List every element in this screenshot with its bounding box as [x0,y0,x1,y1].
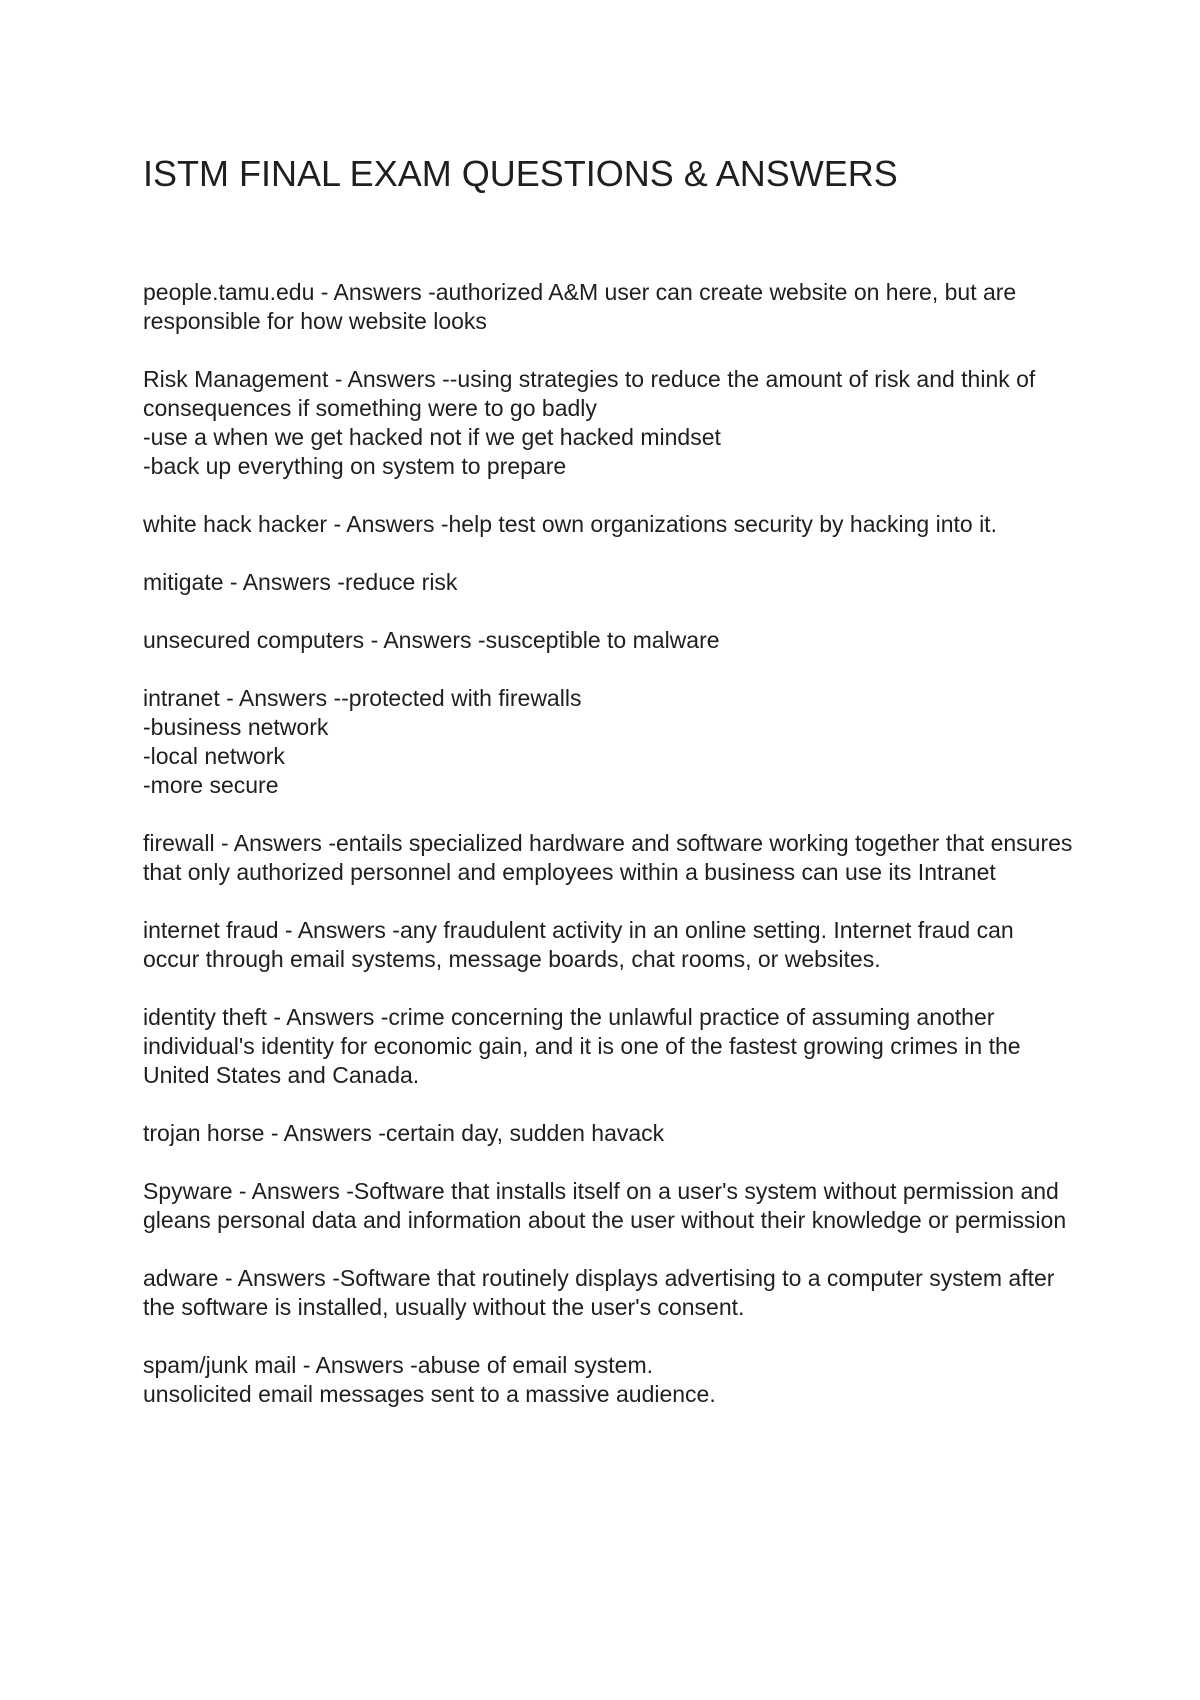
qa-entry-line: spam/junk mail - Answers -abuse of email system. [143,1352,654,1378]
qa-entry-line: Risk Management - Answers --using strategies to reduce the amount of risk and think of consequences if something were to go badly [143,366,1036,421]
qa-entry [143,365,1073,481]
qa-entry [143,1264,1073,1322]
qa-entry-line: mitigate - Answers -reduce risk [143,569,458,595]
qa-entry-line: -business network [143,714,329,740]
qa-entry [143,626,1073,655]
qa-entry [143,684,1073,800]
qa-entry [143,829,1073,887]
qa-entry-line: unsecured computers - Answers -susceptible to malware [143,627,720,653]
qa-entry [143,1177,1073,1235]
qa-entry [143,568,1073,597]
qa-entry [143,1003,1073,1090]
qa-entry-line: white hack hacker - Answers -help test own organizations security by hacking into it. [143,511,997,537]
qa-entry [143,1119,1073,1148]
qa-entry [143,1351,1073,1409]
qa-entry [143,916,1073,974]
qa-entry-line: firewall - Answers -entails specialized hardware and software working together that ensures that only authorized personnel and employees within a business can use its Intranet [143,830,1073,885]
qa-entry-line: Spyware - Answers -Software that installs itself on a user's system without permission and gleans personal data and information about the user without their knowledge or permission [143,1178,1067,1233]
qa-entry-line: -local network [143,743,285,769]
qa-entry-line: -more secure [143,772,279,798]
qa-entry-line: trojan horse - Answers -certain day, sudden havack [143,1120,665,1146]
qa-entry-line: internet fraud - Answers -any fraudulent activity in an online setting. Internet fraud can occur through email systems, message boards, chat rooms, or websites. [143,917,1014,972]
qa-entry-line: -use a when we get hacked not if we get hacked mindset [143,424,721,450]
qa-entry-line: identity theft - Answers -crime concerning the unlawful practice of assuming another individual's identity for economic gain, and it is one of the fastest growing crimes in the United States and Canada. [143,1004,1021,1088]
qa-list [143,278,1080,1409]
qa-entry-line: intranet - Answers --protected with firewalls [143,685,582,711]
qa-entry-line: adware - Answers -Software that routinely displays advertising to a computer system after the software is installed, usually without the user's consent. [143,1265,1055,1320]
qa-entry [143,278,1073,336]
page-title: ISTM FINAL EXAM QUESTIONS & ANSWERS [143,153,898,194]
qa-entry-line: unsolicited email messages sent to a massive audience. [143,1381,716,1407]
qa-entry [143,510,1073,539]
qa-entry-line: people.tamu.edu - Answers -authorized A&M user can create website on here, but are responsible for how website looks [143,279,1017,334]
qa-entry-line: -back up everything on system to prepare [143,453,567,479]
